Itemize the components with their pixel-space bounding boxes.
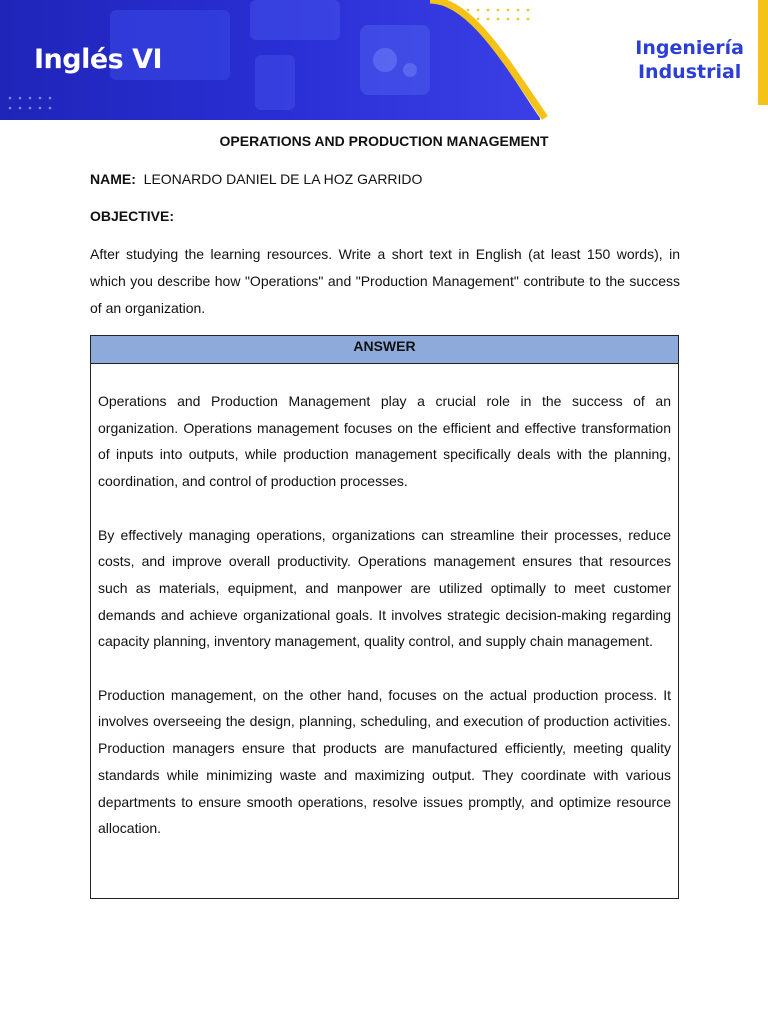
answer-header: ANSWER bbox=[91, 336, 678, 364]
program-line-2: Industrial bbox=[637, 61, 742, 83]
course-title: Inglés VI bbox=[34, 44, 163, 75]
name-label: NAME: bbox=[90, 171, 136, 187]
answer-table bbox=[90, 335, 679, 899]
header-banner bbox=[0, 0, 768, 120]
objective-label: OBJECTIVE: bbox=[90, 208, 175, 224]
program-name bbox=[635, 36, 744, 84]
student-name: LEONARDO DANIEL DE LA HOZ GARRIDO bbox=[143, 171, 423, 187]
answer-body bbox=[91, 364, 678, 842]
name-row bbox=[90, 171, 680, 187]
objective-text: After studying the learning resources. Write a short text in English (at least 150 words), in which you describe how "Operations" and "Production Management" contribute to the success of an organization. bbox=[90, 246, 680, 316]
answer-paragraph-1: Operations and Production Management play a crucial role in the success of an organization. Operations management focuses on the efficient and effective transformation of inputs into outputs, while production management specifically deals with the planning, coordination, and control of production processes. bbox=[98, 393, 671, 490]
answer-paragraph-2: By effectively managing operations, organizations can streamline their processes, reduce costs, and improve overall productivity. Operations management ensures that resources such as materials, equipment, and manpower are utilized optimally to meet customer demands and achieve organizational goals. It involves strategic decision-making regarding capacity planning, inventory management, quality control, and supply chain management. bbox=[98, 526, 671, 650]
answer-paragraph-3: Production management, on the other hand, focuses on the actual production process. It involves overseeing the design, planning, scheduling, and execution of production activities. Production managers ensure that products are manufactured efficiently, meeting quality standards while minimizing waste and maximizing output. They coordinate with various departments to ensure smooth operations, resolve issues promptly, and optimize resource allocation. bbox=[98, 686, 671, 837]
program-line-1: Ingeniería bbox=[635, 37, 744, 59]
document-title: OPERATIONS AND PRODUCTION MANAGEMENT bbox=[219, 133, 549, 149]
